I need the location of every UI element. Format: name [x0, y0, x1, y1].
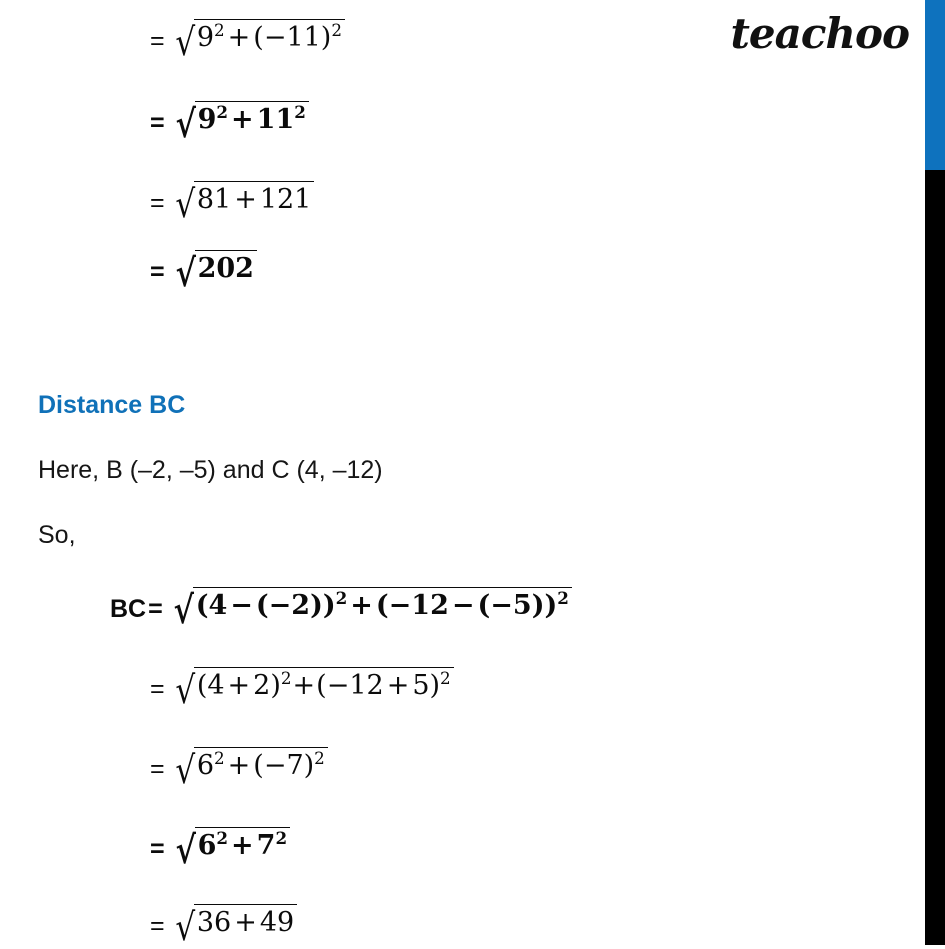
radicand: $9^2 + (-11)^2$: [194, 19, 345, 53]
radical-expression: [169, 827, 291, 872]
radical-expression: [169, 905, 298, 949]
radical-expression: [169, 182, 315, 226]
equals-sign: =: [150, 27, 165, 55]
bc-step-1: [110, 587, 572, 632]
edge-bar-blue: [925, 0, 945, 170]
radical-sign-icon: √: [175, 250, 196, 295]
radical-sign-icon: √: [174, 668, 195, 712]
radical-sign-icon: √: [173, 587, 194, 632]
equals-sign: =: [148, 595, 163, 623]
radical-expression: [169, 748, 328, 792]
ab-step-1: [150, 20, 345, 64]
ab-step-2: [150, 101, 309, 146]
radical-expression: [169, 250, 257, 295]
bc-step-5: [150, 905, 297, 949]
bc-step-3: [150, 748, 328, 792]
radicand: 81 + 121: [194, 181, 315, 215]
equals-sign: =: [150, 912, 165, 940]
section-heading-distance-bc: Distance BC: [38, 391, 186, 419]
radical-sign-icon: √: [174, 20, 195, 64]
radical-sign-icon: √: [175, 101, 196, 146]
radical-expression: [169, 101, 309, 146]
radical-expression: [167, 587, 572, 632]
radicand: $(4 + 2)^2+(-12 + 5)^2$: [194, 667, 454, 701]
radical-sign-icon: √: [174, 182, 195, 226]
so-text: So,: [38, 521, 76, 549]
bc-step-4: [150, 827, 290, 872]
equals-sign: =: [150, 189, 165, 217]
equals-sign: =: [150, 675, 165, 703]
radicand: $9^2 + 11^2$: [195, 101, 309, 135]
bc-label: BC: [110, 595, 147, 623]
radical-sign-icon: √: [175, 827, 196, 872]
radicand: $(4 - (-2))^2 + (-12 - (-5))^2$: [193, 587, 572, 621]
radicand: 202: [195, 250, 257, 284]
equals-sign: =: [150, 755, 165, 783]
ab-step-3: [150, 182, 314, 226]
radical-sign-icon: √: [174, 748, 195, 792]
equals-sign: =: [150, 109, 165, 137]
radicand: $6^2 + 7^2$: [195, 827, 291, 861]
radicand: 36 + 49: [194, 904, 297, 938]
bc-step-2: [150, 668, 454, 712]
given-points-text: Here, B (–2, –5) and C (4, –12): [38, 456, 383, 484]
radical-expression: [169, 668, 454, 712]
equals-sign: =: [150, 835, 165, 863]
radical-expression: [169, 20, 345, 64]
equals-sign: =: [150, 258, 165, 286]
edge-decoration-bars: [925, 0, 945, 945]
ab-step-4: [150, 250, 257, 295]
radical-sign-icon: √: [174, 905, 195, 949]
teachoo-logo: teachoo: [730, 9, 909, 58]
edge-bar-black: [925, 170, 945, 945]
radicand: $6^2 + (-7)^2$: [194, 747, 328, 781]
